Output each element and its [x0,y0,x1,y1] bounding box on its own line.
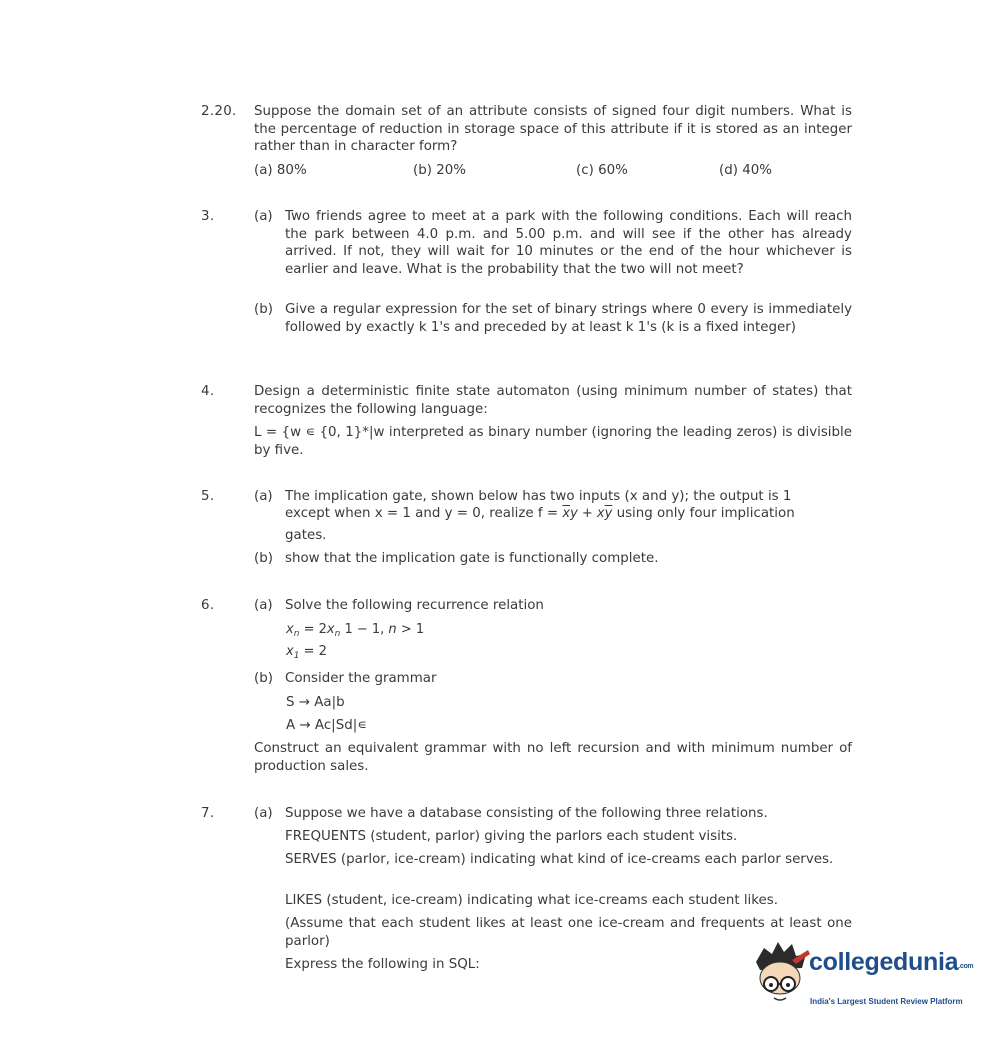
part-tag: (b) [254,671,273,686]
part-text: Solve the following recurrence relation [285,598,544,613]
question-number: 5. [201,489,215,504]
part-text: Consider the grammar [285,671,437,686]
construct-text: Construct an equivalent grammar with no left recursion and with minimum number of production sales. [254,741,852,774]
part-tag: (b) [254,551,273,566]
part-tag: (a) [254,209,273,224]
option-d: (d) 40% [719,163,772,178]
assumption-text: (Assume that each student likes at least one ice-cream and frequents at least one parlor) [285,916,852,949]
boolean-expression: $\overline{x}y + x\overline{y}$ [562,506,613,521]
part-tag: (a) [254,806,273,821]
part-text: using only four implication [616,506,795,521]
relation-serves: SERVES (parlor, ice-cream) indicating what kind of ice-creams each parlor serves. [285,852,834,867]
option-b: (b) 20% [413,163,466,178]
question-text: Suppose the domain set of an attribute consists of signed four digit numbers. What is the percentage of reduction in storage space of this attribute if it is stored as an integer rather than in character form? [254,104,852,154]
initial-condition: $x_1 = 2$ [286,644,327,661]
option-a: (a) 80% [254,163,307,178]
part-text-line-3: gates. [285,528,327,543]
student-mascot-icon [752,940,810,1010]
part-tag: (a) [254,598,273,613]
recurrence-equation: $x_n = 2x_n$ 1 − 1, n > 1 [286,622,425,639]
part-text-line-1: The implication gate, shown below has two inputs (x and y); the output is 1 [285,489,792,504]
question-number: 7. [201,806,215,821]
option-c: (c) 60% [576,163,628,178]
part-text-line-2 [285,505,795,523]
relation-likes: LIKES (student, ice-cream) indicating what ice-creams each student likes. [285,893,779,908]
grammar-rule: A → Ac|Sd|∊ [286,718,367,733]
part-text: Give a regular expression for the set of binary strings where 0 every is immediately followed by exactly k 1's and preceded by at least k 1's (k is a fixed integer) [285,302,852,335]
question-text: Design a deterministic finite state automaton (using minimum number of states) that recognizes the following language: [254,384,852,417]
part-text: Two friends agree to meet at a park with the following conditions. Each will reach the park between 4.0 p.m. and 5.00 p.m. and will see if the other has already arrived. If not, they will wait for 10 minutes or the end of the hour whichever is earlier and leave. What is the probability that the two will not meet? [285,209,852,277]
part-text: show that the implication gate is functionally complete. [285,551,659,566]
relation-frequents: FREQUENTS (student, parlor) giving the parlors each student visits. [285,829,738,844]
grammar-rule: S → Aa|b [286,695,345,710]
question-number: 2.20. [201,104,237,119]
part-tag: (b) [254,302,273,317]
brand-name: collegedunia.com [809,948,974,976]
language-definition: L = {w ∊ {0, 1}*|w interpreted as binary number (ignoring the leading zeros) is divisible by five. [254,425,852,458]
express-text: Express the following in SQL: [285,957,480,972]
brand-domain: .com [958,963,974,970]
question-number: 6. [201,598,215,613]
question-number: 3. [201,209,215,224]
collegedunia-logo [752,940,982,1010]
part-text: Suppose we have a database consisting of the following three relations. [285,806,768,821]
brand-tagline: India's Largest Student Review Platform [810,997,963,1006]
part-text: except when x = 1 and y = 0, realize f = [285,506,559,521]
question-number: 4. [201,384,215,399]
part-tag: (a) [254,489,273,504]
